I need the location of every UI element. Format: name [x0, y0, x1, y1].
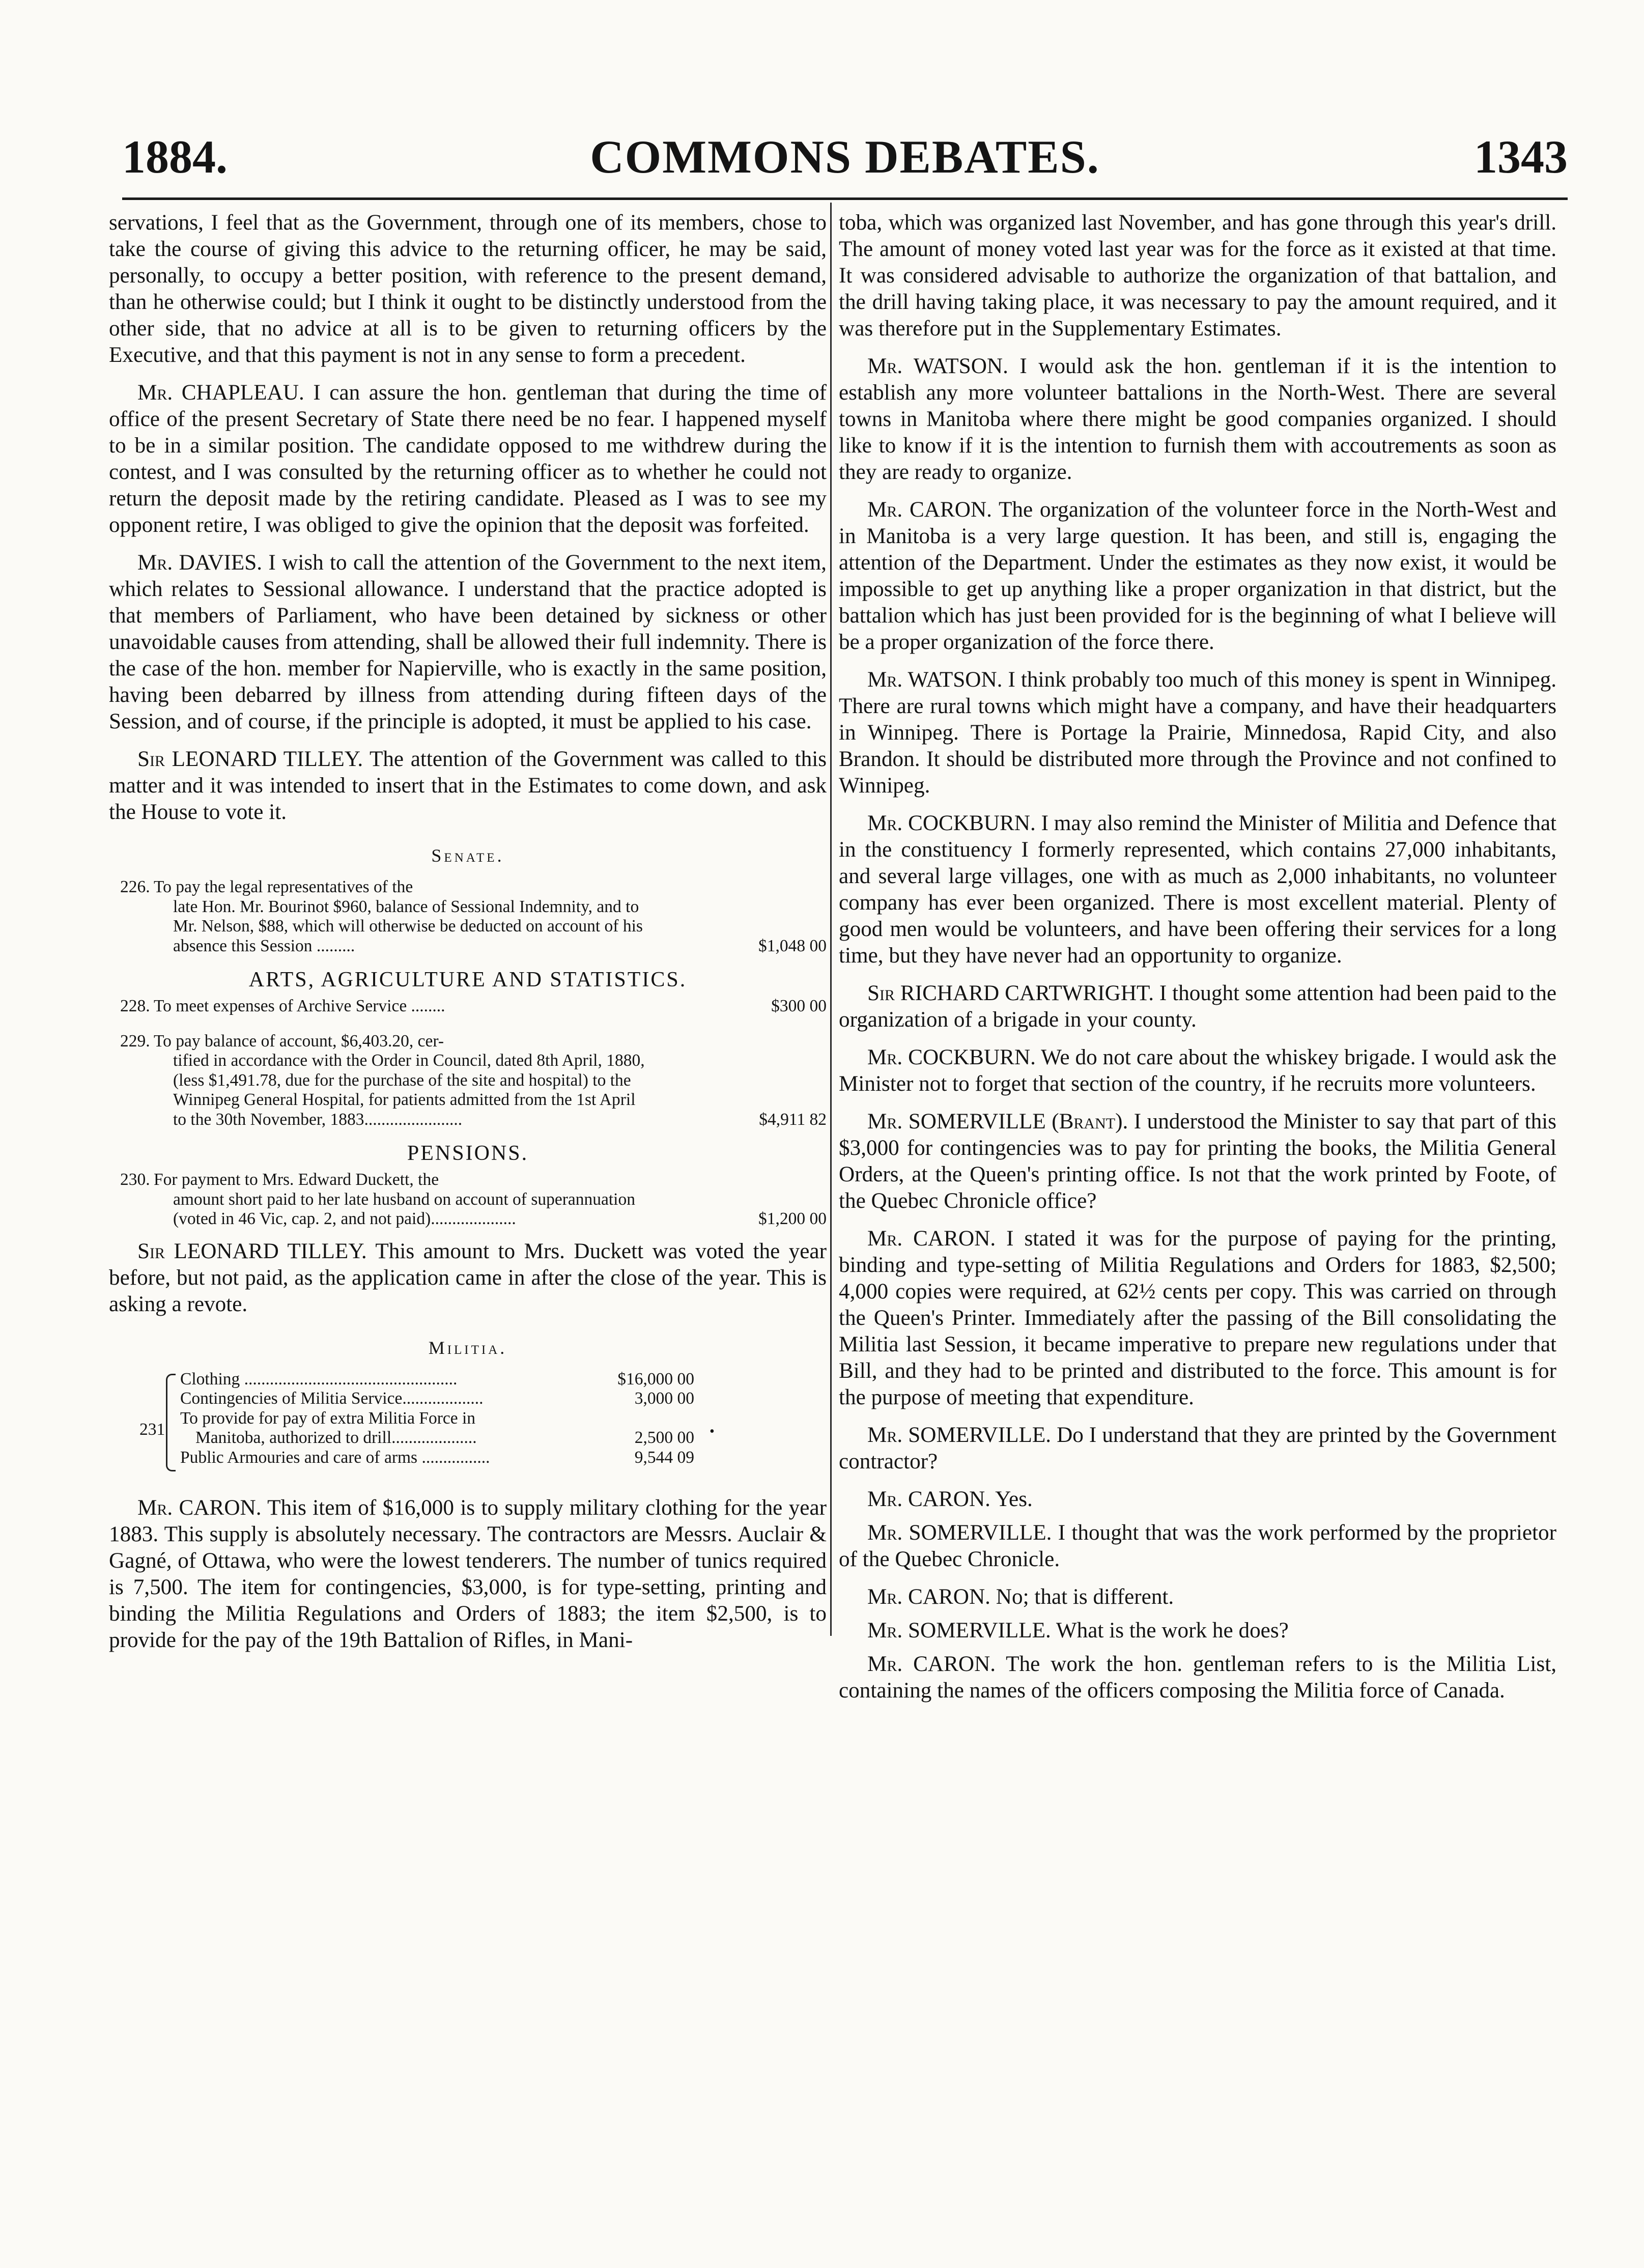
speech [109, 1495, 827, 1654]
speaker-name: Sir RICHARD CARTWRIGHT. [867, 981, 1154, 1005]
speech-text: We do not care about the whiskey brigade. I would ask the Minister not to forget that section of the country, if he recruits more volunteers. [839, 1045, 1556, 1096]
speaker-name: Mr. COCKBURN. [867, 1045, 1036, 1069]
estimate-text [154, 1032, 653, 1130]
header-rule [122, 197, 1568, 200]
item-amount: 3,000 00 [634, 1388, 694, 1408]
speech [109, 1238, 827, 1318]
table-row [180, 1409, 694, 1448]
header-title: COMMONS DEBATES. [590, 131, 1100, 183]
speech [839, 667, 1556, 799]
estimate-amount: $1,200 00 [758, 1209, 827, 1228]
speech [839, 1109, 1556, 1214]
header-year: 1884. [122, 131, 228, 183]
item-label: Contingencies of Militia Service................... [180, 1388, 484, 1408]
speech-text: I stated it was for the purpose of paying for the printing, binding and type-setting of Militia Regulations and Orders for 1883, $2,500; 4,000 copies were required, at 62½ cents per copy. This was carried on through the Queen's Printer. Immediately after the passing of the Bill consolidating the Militia last Session, it became imperative to prepare new regulations under that Bill, and they had to be printed and distributed to the force. This amount is for the purpose of meeting that expenditure. [839, 1227, 1556, 1409]
estimate-text: To meet expenses of Archive Service ........ [154, 997, 445, 1015]
speaker-name: Sir LEONARD TILLEY. [137, 747, 363, 771]
speaker-name: Mr. WATSON. [867, 354, 1008, 378]
estimate-line: tified in accordance with the Order in Council, dated 8th April, 1880, (less $1,491.78, due for the purchase of the site and hospital) to the Winnipeg General Hospital, for patients admitted from the 1st April to the 30th November, 1883....................... [173, 1051, 645, 1129]
column-divider [830, 203, 832, 1636]
speaker-name: Mr. CARON. [867, 1227, 996, 1251]
item-amount: 2,500 00 [634, 1428, 694, 1447]
estimate-line: For payment to Mrs. Edward Duckett, the [154, 1170, 439, 1189]
item-label: Clothing .................................................. [180, 1369, 458, 1388]
estimate-number: 226. [120, 877, 150, 896]
speech-text: No; that is different. [990, 1585, 1174, 1609]
speech-text: I thought some attention had been paid to the organization of a brigade in your county. [839, 981, 1556, 1032]
speech-text: Do I understand that they are printed by the Government contractor? [839, 1423, 1556, 1473]
speech [839, 1520, 1556, 1573]
speech [839, 810, 1556, 969]
speech [839, 1422, 1556, 1475]
item-label: Manitoba, authorized to drill.................... [195, 1428, 477, 1447]
speech-text: Yes. [990, 1487, 1033, 1511]
speaker-name: Mr. SOMERVILLE. [867, 1619, 1051, 1642]
speaker-name: Mr. CARON. [867, 1585, 990, 1609]
estimate-item [109, 877, 827, 956]
margin-mark: • [710, 1423, 715, 1439]
item-amount: 9,544 09 [634, 1448, 694, 1467]
item-label: To provide for pay of extra Militia Force in [180, 1408, 476, 1428]
speaker-name: Mr. COCKBURN. [867, 811, 1036, 835]
speech [839, 497, 1556, 656]
speech [839, 1651, 1556, 1704]
speaker-name: Mr. CARON. [867, 1652, 996, 1676]
speech [839, 1226, 1556, 1411]
speech-text: The organization of the volunteer force in the North-West and in Manitoba is a very large question. It has been, and still is, engaging the attention of the Department. Under the estimates as they now exist, it would be impossible to get up anything like a proper organization in that district, but the battalion which has just been provided for is the beginning of what I believe will be a proper organization of the force there. [839, 498, 1556, 654]
estimate-item [109, 1170, 827, 1229]
speaker-name: Mr. CARON. [137, 1495, 262, 1520]
estimate-line: To pay balance of account, $6,403.20, cer- [154, 1031, 444, 1051]
estimate-text [154, 1170, 653, 1229]
speech [839, 1584, 1556, 1610]
speech-text: I wish to call the attention of the Government to the next item, which relates to Sessional allowance. I understand that the practice adopted is that members of Parliament, who have been detained by sickness or other unavoidable causes from attending, shall be allowed their full indemnity. There is the case of the hon. member for Napierville, who is exactly in the same position, having been debarred by illness from attending during fifteen days of the Session, and of course, if the principle is adopted, it must be applied to his case. [109, 551, 827, 733]
speaker-name: Mr. SOMERVILLE (Brant). [867, 1110, 1128, 1133]
speaker-name: Mr. SOMERVILLE. [867, 1521, 1052, 1545]
speech [839, 1044, 1556, 1097]
estimate-number: 229. [120, 1031, 150, 1051]
page-header [122, 121, 1568, 192]
estimate-text [154, 877, 653, 956]
speech-text: I understood the Minister to say that part of this $3,000 for contingencies was to pay for printing the books, the Militia General Orders, at the Queen's printing office. Is not that the work printed by Foote, of the Quebec Chronicle office? [839, 1110, 1556, 1213]
estimate-line: amount short paid to her late husband on account of superannuation (voted in 46 Vic, cap. 2, and not paid).................... [173, 1189, 635, 1228]
speech [839, 353, 1556, 486]
speaker-name: Mr. SOMERVILLE. [867, 1423, 1052, 1447]
item-amount: $16,000 00 [617, 1369, 694, 1388]
estimate-amount: $4,911 82 [759, 1110, 827, 1129]
speaker-name: Mr. WATSON. [867, 668, 1003, 692]
header-page-number: 1343 [1474, 131, 1568, 183]
speech-text: What is the work he does? [1051, 1619, 1289, 1642]
speech-text: I think probably too much of this money is spent in Winnipeg. There are rural towns which might have a company, and have their headquarters in Winnipeg. There is Portage la Prairie, Minnedosa, Rapid City, and also Brandon. It should be distributed more through the Province and not confined to Winnipeg. [839, 668, 1556, 798]
speech-text: I thought that was the work performed by the proprietor of the Quebec Chronicle. [839, 1521, 1556, 1571]
speech [839, 1618, 1556, 1644]
item-label: Public Armouries and care of arms ................ [180, 1448, 490, 1467]
table-row [180, 1370, 694, 1390]
estimate-item [109, 1032, 827, 1130]
estimate-amount: $1,048 00 [758, 936, 827, 955]
speech-text: This amount to Mrs. Duckett was voted the year before, but not paid, as the application came in after the close of the year. This is asking a revote. [109, 1239, 827, 1316]
speech-text: I would ask the hon. gentleman if it is the intention to establish any more volunteer battalions in the North-West. There are several towns in Manitoba where there might be good companies organized. I should like to know if it is the intention to furnish them with accoutrements as soon as they are ready to organize. [839, 354, 1557, 484]
speech [839, 980, 1556, 1033]
speech-text: I can assure the hon. gentleman that during the time of office of the present Secretary of State there need be no fear. I happened myself to be in a similar position. The candidate opposed to me withdrew during the contest, and I was consulted by the returning officer as to whether he could not return the deposit made by the retiring candidate. Pleased as I was to see my opponent retire, I was obliged to give the opinion that the deposit was forfeited. [109, 381, 827, 537]
speech [109, 746, 827, 826]
estimate-line: To pay the legal representatives of the [154, 877, 413, 896]
speech [109, 550, 827, 735]
estimate-item [109, 997, 827, 1016]
speaker-name: Sir LEONARD TILLEY. [137, 1239, 367, 1263]
left-column [109, 210, 827, 1665]
speaker-name: Mr. CARON. [867, 498, 992, 522]
paragraph: servations, I feel that as the Government, through one of its members, chose to take the course of giving this advice to the returning officer, he may be said, personally, to occupy a better position, with reference to the present demand, than he otherwise could; but I think it ought to be distinctly understood from the other side, that no advice at all is to be given to returning officers by the Executive, and that this payment is not in any sense to form a precedent. [109, 211, 827, 367]
militia-estimates-table [109, 1370, 827, 1475]
section-heading-pensions: PENSIONS. [407, 1142, 529, 1165]
speech [839, 1486, 1556, 1513]
section-heading-senate: Senate. [431, 845, 504, 866]
section-heading-militia: Militia. [428, 1337, 507, 1358]
estimate-number: 230. [120, 1170, 150, 1189]
right-column [839, 210, 1556, 1715]
brace-bracket [166, 1374, 176, 1471]
estimate-line: late Hon. Mr. Bourinot $960, balance of Sessional Indemnity, and to Mr. Nelson, $88, which will otherwise be deducted on account of his absence this Session ......... [173, 897, 643, 955]
speaker-name: Mr. CARON. [867, 1487, 990, 1511]
speech-text: The work the hon. gentleman refers to is the Militia List, containing the names of the officers composing the Militia force of Canada. [839, 1652, 1556, 1703]
speech-text: The attention of the Government was called to this matter and it was intended to insert that in the Estimates to come down, and ask the House to vote it. [109, 747, 827, 824]
speaker-name: Mr. CHAPLEAU. [137, 381, 304, 405]
section-heading-arts: ARTS, AGRICULTURE AND STATISTICS. [248, 968, 687, 991]
table-row [180, 1448, 694, 1468]
table-row [180, 1389, 694, 1409]
speaker-name: Mr. DAVIES. [137, 551, 263, 575]
estimate-amount: $300 00 [771, 997, 827, 1015]
estimate-number: 231 [139, 1420, 165, 1439]
speech-text: I may also remind the Minister of Militia and Defence that in the constituency I formerly represented, which contains 27,000 inhabitants, and several large villages, one with as much as 2,000 inhabitants, no volunteer company has ever been organized. There is most excellent material. Plenty of good men would be volunteers, and have been offering their services for a long time, but they have never had an opportunity to organize. [839, 811, 1556, 968]
speech [109, 380, 827, 538]
speech-text: This item of $16,000 is to supply military clothing for the year 1883. This supply is absolutely necessary. The contractors are Messrs. Auclair & Gagné, of Ottawa, who were the lowest tenderers. The number of tunics required is 7,500. The item for contingencies, $3,000, is for type-setting, printing and binding the Militia Regulations and Orders of 1883; the item $2,500, is to provide for the pay of the 19th Battalion of Rifles, in Mani- [109, 1495, 827, 1652]
paragraph: toba, which was organized last November, and has gone through this year's drill. The amount of money voted last year was for the force as it existed at that time. It was considered advisable to authorize the organization of that battalion, and the drill having taking place, it was necessary to pay the amount required, and it was therefore put in the Supplementary Estimates. [839, 211, 1556, 341]
estimate-number: 228. [120, 997, 150, 1015]
